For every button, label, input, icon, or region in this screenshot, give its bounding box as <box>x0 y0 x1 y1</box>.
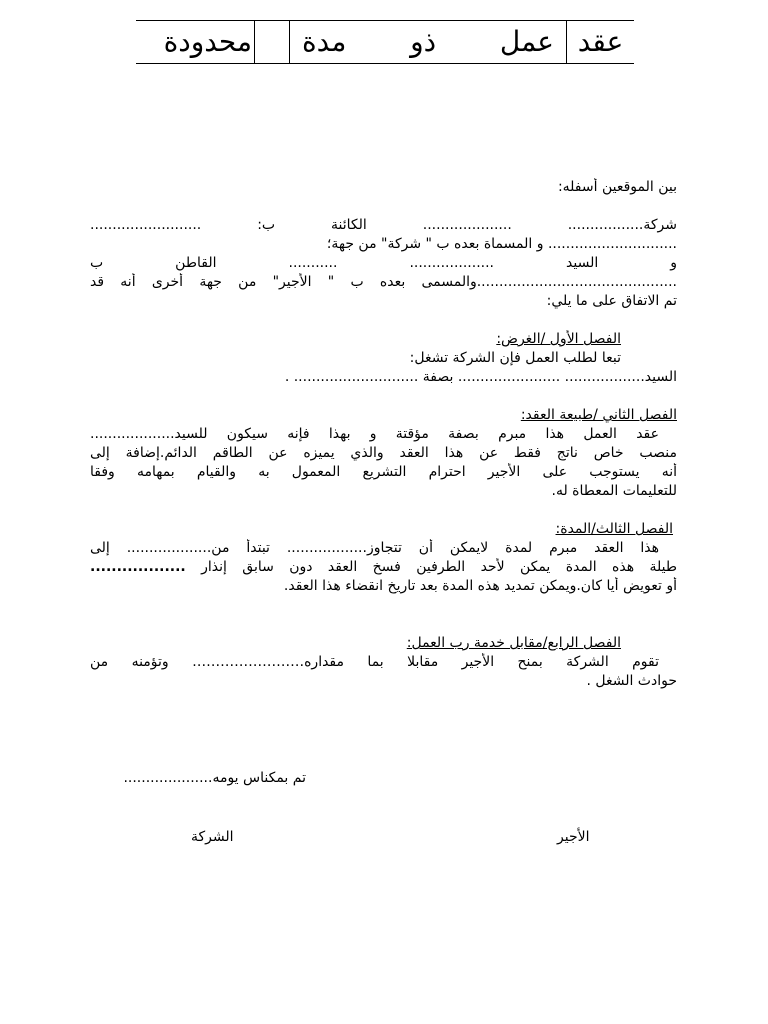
signature-employee-label: الأجير <box>557 829 590 845</box>
contract-body <box>90 178 677 691</box>
article-3-line-2-text: طيلة هذه المدة يمكن لأحد الطرفين فسخ العقد دون سابق إنذار <box>201 559 677 575</box>
party-company-alias-line: ............................. و المسماة بعده ب " شركة" من جهة؛ <box>326 236 677 252</box>
agreement-line: تم الاتفاق على ما يلي: <box>546 293 677 309</box>
article-4-title: الفصل الرابع/مقابل خدمة رب العمل: <box>406 635 621 651</box>
party-company-line: شركة................. .................... الكائنة ب: ......................... <box>90 217 677 233</box>
signature-date-line: تم بمكناس يومه.................... <box>123 770 306 786</box>
title-word-duration: مدة <box>302 25 347 58</box>
article-4-line-1: تقوم الشركة بمنح الأجير مقابلا بما مقداره…………………… وتؤمنه من <box>90 654 659 670</box>
article-3-blank: .................. <box>90 559 186 575</box>
article-3-line-3: أو تعويض أيا كان.ويمكن تمديد هذه المدة بعد تاريخ انقضاء هذا العقد. <box>283 578 677 594</box>
article-3-title: الفصل الثالث/المدة: <box>555 521 673 537</box>
article-2-title: الفصل الثاني /طبيعة العقد: <box>520 407 677 423</box>
title-word-contract: عقد <box>566 21 634 63</box>
article-2-line-4: للتعليمات المعطاة له. <box>551 483 677 499</box>
title-middle-cell <box>289 21 566 63</box>
title-word-limited: محدودة <box>163 25 252 58</box>
article-3-line-1: هذا العقد مبرم لمدة لايمكن أن تتجاوز.................. تبتدأ من................... إلى <box>90 540 659 556</box>
intro-line: بين الموقعين أسفله: <box>557 179 677 195</box>
party-employee-alias-line: .............................................والمسمى بعده ب " الأجير" من جهة أخرى أنه قد <box>90 274 677 290</box>
article-4-line-2: حوادث الشغل . <box>586 673 677 689</box>
title-table <box>136 20 634 64</box>
article-2-line-3: أنه يستوجب على الأجير احترام التشريع المعمول به والقيام بمهامه وفقا <box>90 464 677 480</box>
article-1-line-1: تبعا لطلب العمل فإن الشركة تشغل: <box>409 350 621 366</box>
title-word-work: عمل <box>499 25 554 58</box>
title-word-with: ذو <box>410 25 437 58</box>
article-1-line-2: السيد.................. ....................... بصفة ............................ . <box>284 369 677 385</box>
article-1-title: الفصل الأول /الغرض: <box>496 331 621 347</box>
title-empty-cell <box>254 21 289 63</box>
article-2-line-1: عقد العمل هذا مبرم بصفة مؤقتة و بهذا فإنه سيكون للسيد................... <box>90 426 659 442</box>
article-3-line-2 <box>90 558 677 577</box>
party-employee-line: و السيد ................... ........... القاطن ب <box>90 255 677 271</box>
signature-company-label: الشركة <box>191 829 234 845</box>
article-2-line-2: منصب خاص ناتج فقط عن هذا العقد والذي يميزه عن الطاقم الدائم.إضافة إلى <box>90 445 677 461</box>
